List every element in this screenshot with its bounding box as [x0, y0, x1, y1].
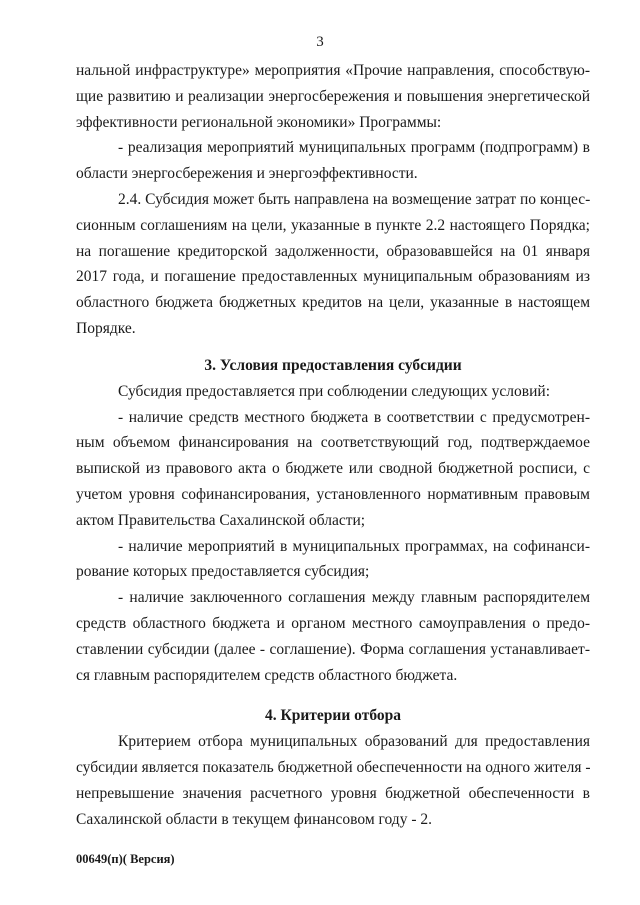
text-line: ся главным распорядителем средств областного бюджета. — [76, 666, 458, 684]
text-line: рование которых предоставляется субсидия; — [76, 563, 370, 581]
paragraph-program-continuation — [76, 58, 590, 187]
text-line: непревышение значения расчетного уровня бюджетной обеспеченности в — [76, 784, 590, 802]
document-footer-code: 00649(п)( Версия) — [76, 852, 175, 866]
text-line: - наличие мероприятий в муниципальных программах, на софинанси- — [118, 537, 590, 555]
text-line: ставлении субсидии (далее - соглашение). Форма соглашения устанавливает- — [76, 640, 590, 658]
text-line: Порядке. — [76, 319, 136, 337]
text-line: областного бюджета бюджетных кредитов на цели, указанные в настоящем — [76, 294, 590, 312]
text-line: Субсидия предоставляется при соблюдении следующих условий: — [118, 382, 551, 400]
text-line: Сахалинской области в текущем финансовом году - 2. — [76, 810, 432, 828]
section-4-body — [76, 729, 590, 832]
text-line: области энергосбережения и энергоэффективности. — [76, 165, 418, 183]
text-line: актом Правительства Сахалинской области; — [76, 511, 366, 529]
text-line: 2017 года, и погашение предоставленных муниципальным образованиям из — [76, 268, 590, 286]
text-line: выпиской из правового акта о бюджете или сводной бюджетной росписи, с — [76, 460, 590, 478]
section-3-body — [76, 379, 590, 689]
spacer — [76, 688, 590, 702]
text-line: на погашение кредиторской задолженности, образовавшейся на 01 января — [76, 242, 590, 260]
spacer — [76, 342, 590, 352]
text-line: - наличие заключенного соглашения между главным распорядителем — [118, 589, 590, 607]
text-line: учетом уровня софинансирования, установленного нормативным правовым — [76, 485, 590, 503]
text-line: Критерием отбора муниципальных образований для предоставления — [118, 733, 590, 751]
text-line: нальной инфраструктуре» мероприятия «Прочие направления, способствую- — [76, 62, 590, 79]
text-line: ным объемом финансирования на соответствующий год, подтверждаемое — [76, 434, 590, 452]
text-line: 2.4. Субсидия может быть направлена на возмещение затрат по концес- — [118, 190, 591, 208]
section-3-heading: 3. Условия предоставления субсидии — [204, 356, 462, 374]
text-line: средств областного бюджета и органом местного самоуправления о предо- — [76, 614, 590, 632]
text-line: эффективности региональной экономики» Программы: — [76, 113, 442, 131]
document-body — [76, 58, 590, 833]
text-line: сионным соглашениям на цели, указанные в пункте 2.2 настоящего Порядка; — [76, 216, 590, 234]
text-line: - реализация мероприятий муниципальных программ (подпрограмм) в — [118, 139, 590, 157]
paragraph-2-4 — [76, 187, 590, 342]
text-line: щие развитию и реализации энергосбережения и повышения энергетической — [76, 87, 590, 105]
section-4-heading: 4. Критерии отбора — [265, 707, 401, 725]
text-line: - наличие средств местного бюджета в соответствии с предусмотрен- — [118, 408, 590, 426]
page-number: 3 — [316, 34, 324, 50]
text-line: субсидии является показатель бюджетной обеспеченности на одного жителя - — [76, 759, 591, 777]
